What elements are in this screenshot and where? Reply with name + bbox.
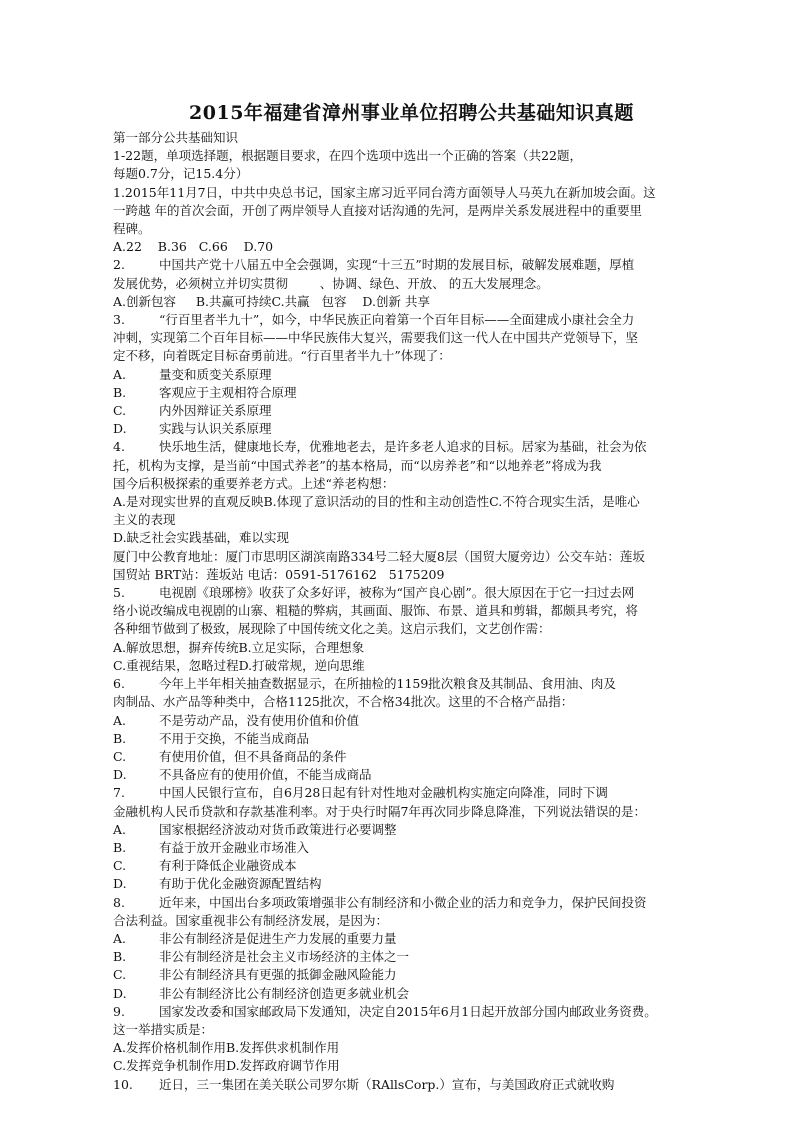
question-7-option-b <box>113 839 710 857</box>
question-3-option-b <box>113 384 710 402</box>
question-3-line-1 <box>113 311 710 329</box>
question-3-option-a <box>113 366 710 384</box>
instructions-line-2: 每题0.7分，记15.4分） <box>113 166 249 182</box>
option-text: 非公有制经济具有更强的抵御金融风险能力 <box>159 967 397 983</box>
option-letter: D. <box>113 421 127 437</box>
option-text: 有助于优化金融资源配置结构 <box>159 876 322 892</box>
question-6-option-a <box>113 712 710 730</box>
option-letter: D. <box>113 767 127 783</box>
question-4-text: 快乐地生活，健康地长寿，优雅地老去，是许多老人追求的目标。居家为基础，社会为依 <box>159 439 647 455</box>
question-8-number: 8. <box>113 894 125 910</box>
question-3-line-3: 定不移，向着既定目标奋勇前进。“行百里者半九十”体现了： <box>113 348 451 364</box>
option-text: 客观应于主观相符合原理 <box>159 384 297 400</box>
question-9-line-2: 这一举措实质是： <box>113 1021 214 1037</box>
option-letter: D. <box>113 985 127 1001</box>
question-2-options: A.创新包容 B.共赢可持续C.共赢 包容 D.创新 共享 <box>113 293 430 309</box>
question-8-line-2: 合法利益。国家重视非公有制经济发展，是因为： <box>113 912 389 928</box>
question-5-line-1 <box>113 584 710 602</box>
option-letter: B. <box>113 384 127 400</box>
option-text: 实践与认识关系原理 <box>159 421 272 437</box>
option-text: 不用于交换，不能当成商品 <box>159 730 310 746</box>
question-8-option-b <box>113 948 710 966</box>
address-notice-line-1: 厦门中公教育地址：厦门市思明区湖滨南路334号二轻大厦8层（国贸大厦旁边）公交车站：莲坂 <box>113 548 645 564</box>
question-1-options: A.22 B.36 C.66 D.70 <box>113 239 274 255</box>
question-9-line-3: A.发挥价格机制作用B.发挥供求机制作用 <box>113 1040 340 1056</box>
option-letter: B. <box>113 949 127 965</box>
question-4-line-4: A.是对现实世界的直观反映B.体现了意识活动的目的性和主动创造性C.不符合现实生活，是唯心 <box>113 494 640 510</box>
address-notice-line-2: 国贸站 BRT站：莲坂站 电话：0591-5176162 5175209 <box>113 566 445 582</box>
option-text: 非公有制经济是社会主义市场经济的主体之一 <box>159 949 410 965</box>
instructions-line-1: 1-22题，单项选择题，根据题目要求，在四个选项中选出一个正确的答案（共22题， <box>113 148 582 164</box>
option-letter: C. <box>113 748 127 764</box>
question-2-text: 中国共产党十八届五中全会强调，实现“十三五”时期的发展目标，破解发展难题，厚植 <box>159 257 635 273</box>
question-6-option-d <box>113 766 710 784</box>
question-1-line-2: 一跨越 年的首次会面，开创了两岸领导人直接对话沟通的先河，是两岸关系发展进程中的重要里 <box>113 202 642 218</box>
question-7-option-d <box>113 875 710 893</box>
question-2-line-2: 发展优势，必须树立并切实贯彻 、协调、绿色、开放、 的五大发展理念。 <box>113 275 549 291</box>
question-9-line-4: C.发挥竞争机制作用D.发挥政府调节作用 <box>113 1058 340 1074</box>
question-3-text: “行百里者半九十”，如今，中华民族正向着第一个百年目标——全面建成小康社会全力 <box>159 312 635 328</box>
option-letter: B. <box>113 730 127 746</box>
option-letter: A. <box>113 712 127 728</box>
question-7-line-2: 金融机构人民币贷款和存款基准利率。对于央行时隔7年再次同步降息降准，下列说法错误的是： <box>113 803 646 819</box>
question-2-number: 2. <box>113 257 125 273</box>
option-text: 有益于放开金融业市场准入 <box>159 839 310 855</box>
question-6-option-c <box>113 748 710 766</box>
document-page <box>113 100 710 1094</box>
question-6-line-1 <box>113 675 710 693</box>
question-8-option-c <box>113 966 710 984</box>
question-8-option-a <box>113 930 710 948</box>
question-3-option-c <box>113 402 710 420</box>
question-9-text: 国家发改委和国家邮政局下发通知，决定自2015年6月1日起开放部分国内邮政业务资费。 <box>159 1003 657 1019</box>
question-6-line-2: 肉制品、水产品等种类中，合格1125批次，不合格34批次。这里的不合格产品指： <box>113 694 574 710</box>
question-5-line-3: 各种细节做到了极致，展现除了中国传统文化之美。这启示我们，文艺创作需： <box>113 621 551 637</box>
question-5-line-4: A.解放思想，摒弃传统B.立足实际，合理想象 <box>113 639 365 655</box>
question-7-option-a <box>113 821 710 839</box>
option-letter: C. <box>113 403 127 419</box>
question-7-number: 7. <box>113 785 125 801</box>
question-5-line-2: 络小说改编成电视剧的山寨、粗糙的弊病，其画面、服饰、布景、道具和剪辑，都颇具考究，将 <box>113 603 639 619</box>
option-letter: A. <box>113 821 127 837</box>
question-6-number: 6. <box>113 676 125 692</box>
question-8-text: 近年来，中国出台多项政策增强非公有制经济和小微企业的活力和竞争力，保护民间投资 <box>159 894 647 910</box>
question-9-line-1 <box>113 1003 710 1021</box>
question-5-line-5: C.重视结果，忽略过程D.打破常规，逆向思维 <box>113 657 365 673</box>
question-6-text: 今年上半年相关抽查数据显示，在所抽检的1159批次粮食及其制品、食用油、肉及 <box>159 676 616 692</box>
question-9-number: 9. <box>113 1003 125 1019</box>
option-letter: C. <box>113 858 127 874</box>
question-5-text: 电视剧《琅琊榜》收获了众多好评，被称为“国产良心剧”。很大原因在于它一扫过去网 <box>159 585 635 601</box>
question-7-option-c <box>113 857 710 875</box>
option-text: 不具备应有的使用价值，不能当成商品 <box>159 767 372 783</box>
page-title: 2015年福建省漳州事业单位招聘公共基础知识真题 <box>189 102 634 124</box>
option-text: 国家根据经济波动对货币政策进行必要调整 <box>159 821 397 837</box>
question-10-number: 10. <box>113 1076 133 1092</box>
question-8-option-d <box>113 985 710 1003</box>
option-text: 量变和质变关系原理 <box>159 366 272 382</box>
option-text: 非公有制经济是促进生产力发展的重要力量 <box>159 930 397 946</box>
question-4-line-1 <box>113 438 710 456</box>
question-7-line-1 <box>113 784 710 802</box>
option-letter: D. <box>113 876 127 892</box>
question-5-number: 5. <box>113 585 125 601</box>
section-heading: 第一部分公共基础知识 <box>113 130 239 145</box>
question-3-number: 3. <box>113 312 125 328</box>
question-2-line-1 <box>113 256 710 274</box>
question-4-number: 4. <box>113 439 125 455</box>
question-4-line-5: 主义的表现 <box>113 512 176 528</box>
question-10-text: 近日，三一集团在美关联公司罗尔斯（RAllsCorp.）宣布，与美国政府正式就收购 <box>159 1076 615 1092</box>
question-8-line-1 <box>113 894 710 912</box>
option-text: 非公有制经济比公有制经济创造更多就业机会 <box>159 985 410 1001</box>
question-4-line-6: D.缺乏社会实践基础，难以实现 <box>113 530 290 546</box>
option-letter: A. <box>113 366 127 382</box>
question-3-option-d <box>113 420 710 438</box>
question-4-line-2: 托，机构为支撑，是当前“中国式养老”的基本格局，而“以房养老”和“以地养老”将成为我 <box>113 457 602 473</box>
question-10-line-1 <box>113 1076 710 1094</box>
question-7-text: 中国人民银行宣布，自6月28日起有针对性地对金融机构实施定向降准，同时下调 <box>159 785 608 801</box>
option-text: 有利于降低企业融资成本 <box>159 858 297 874</box>
question-1-line-3: 程碑。 <box>113 221 151 237</box>
option-letter: C. <box>113 967 127 983</box>
option-text: 内外因辩证关系原理 <box>159 403 272 419</box>
option-letter: A. <box>113 930 127 946</box>
option-text: 有使用价值，但不具备商品的条件 <box>159 748 347 764</box>
option-text: 不是劳动产品，没有使用价值和价值 <box>159 712 360 728</box>
question-6-option-b <box>113 730 710 748</box>
question-3-line-2: 冲刺，实现第二个百年目标——中华民族伟大复兴，需要我们这一代人在中国共产党领导下，坚 <box>113 330 639 346</box>
option-letter: B. <box>113 839 127 855</box>
question-4-line-3: 国今后积极探索的重要养老方式。上述“养老构想： <box>113 475 395 491</box>
question-1-line-1: 1.2015年11月7日，中共中央总书记，国家主席习近平同台湾方面领导人马英九在新加坡会面。这 <box>113 184 656 200</box>
